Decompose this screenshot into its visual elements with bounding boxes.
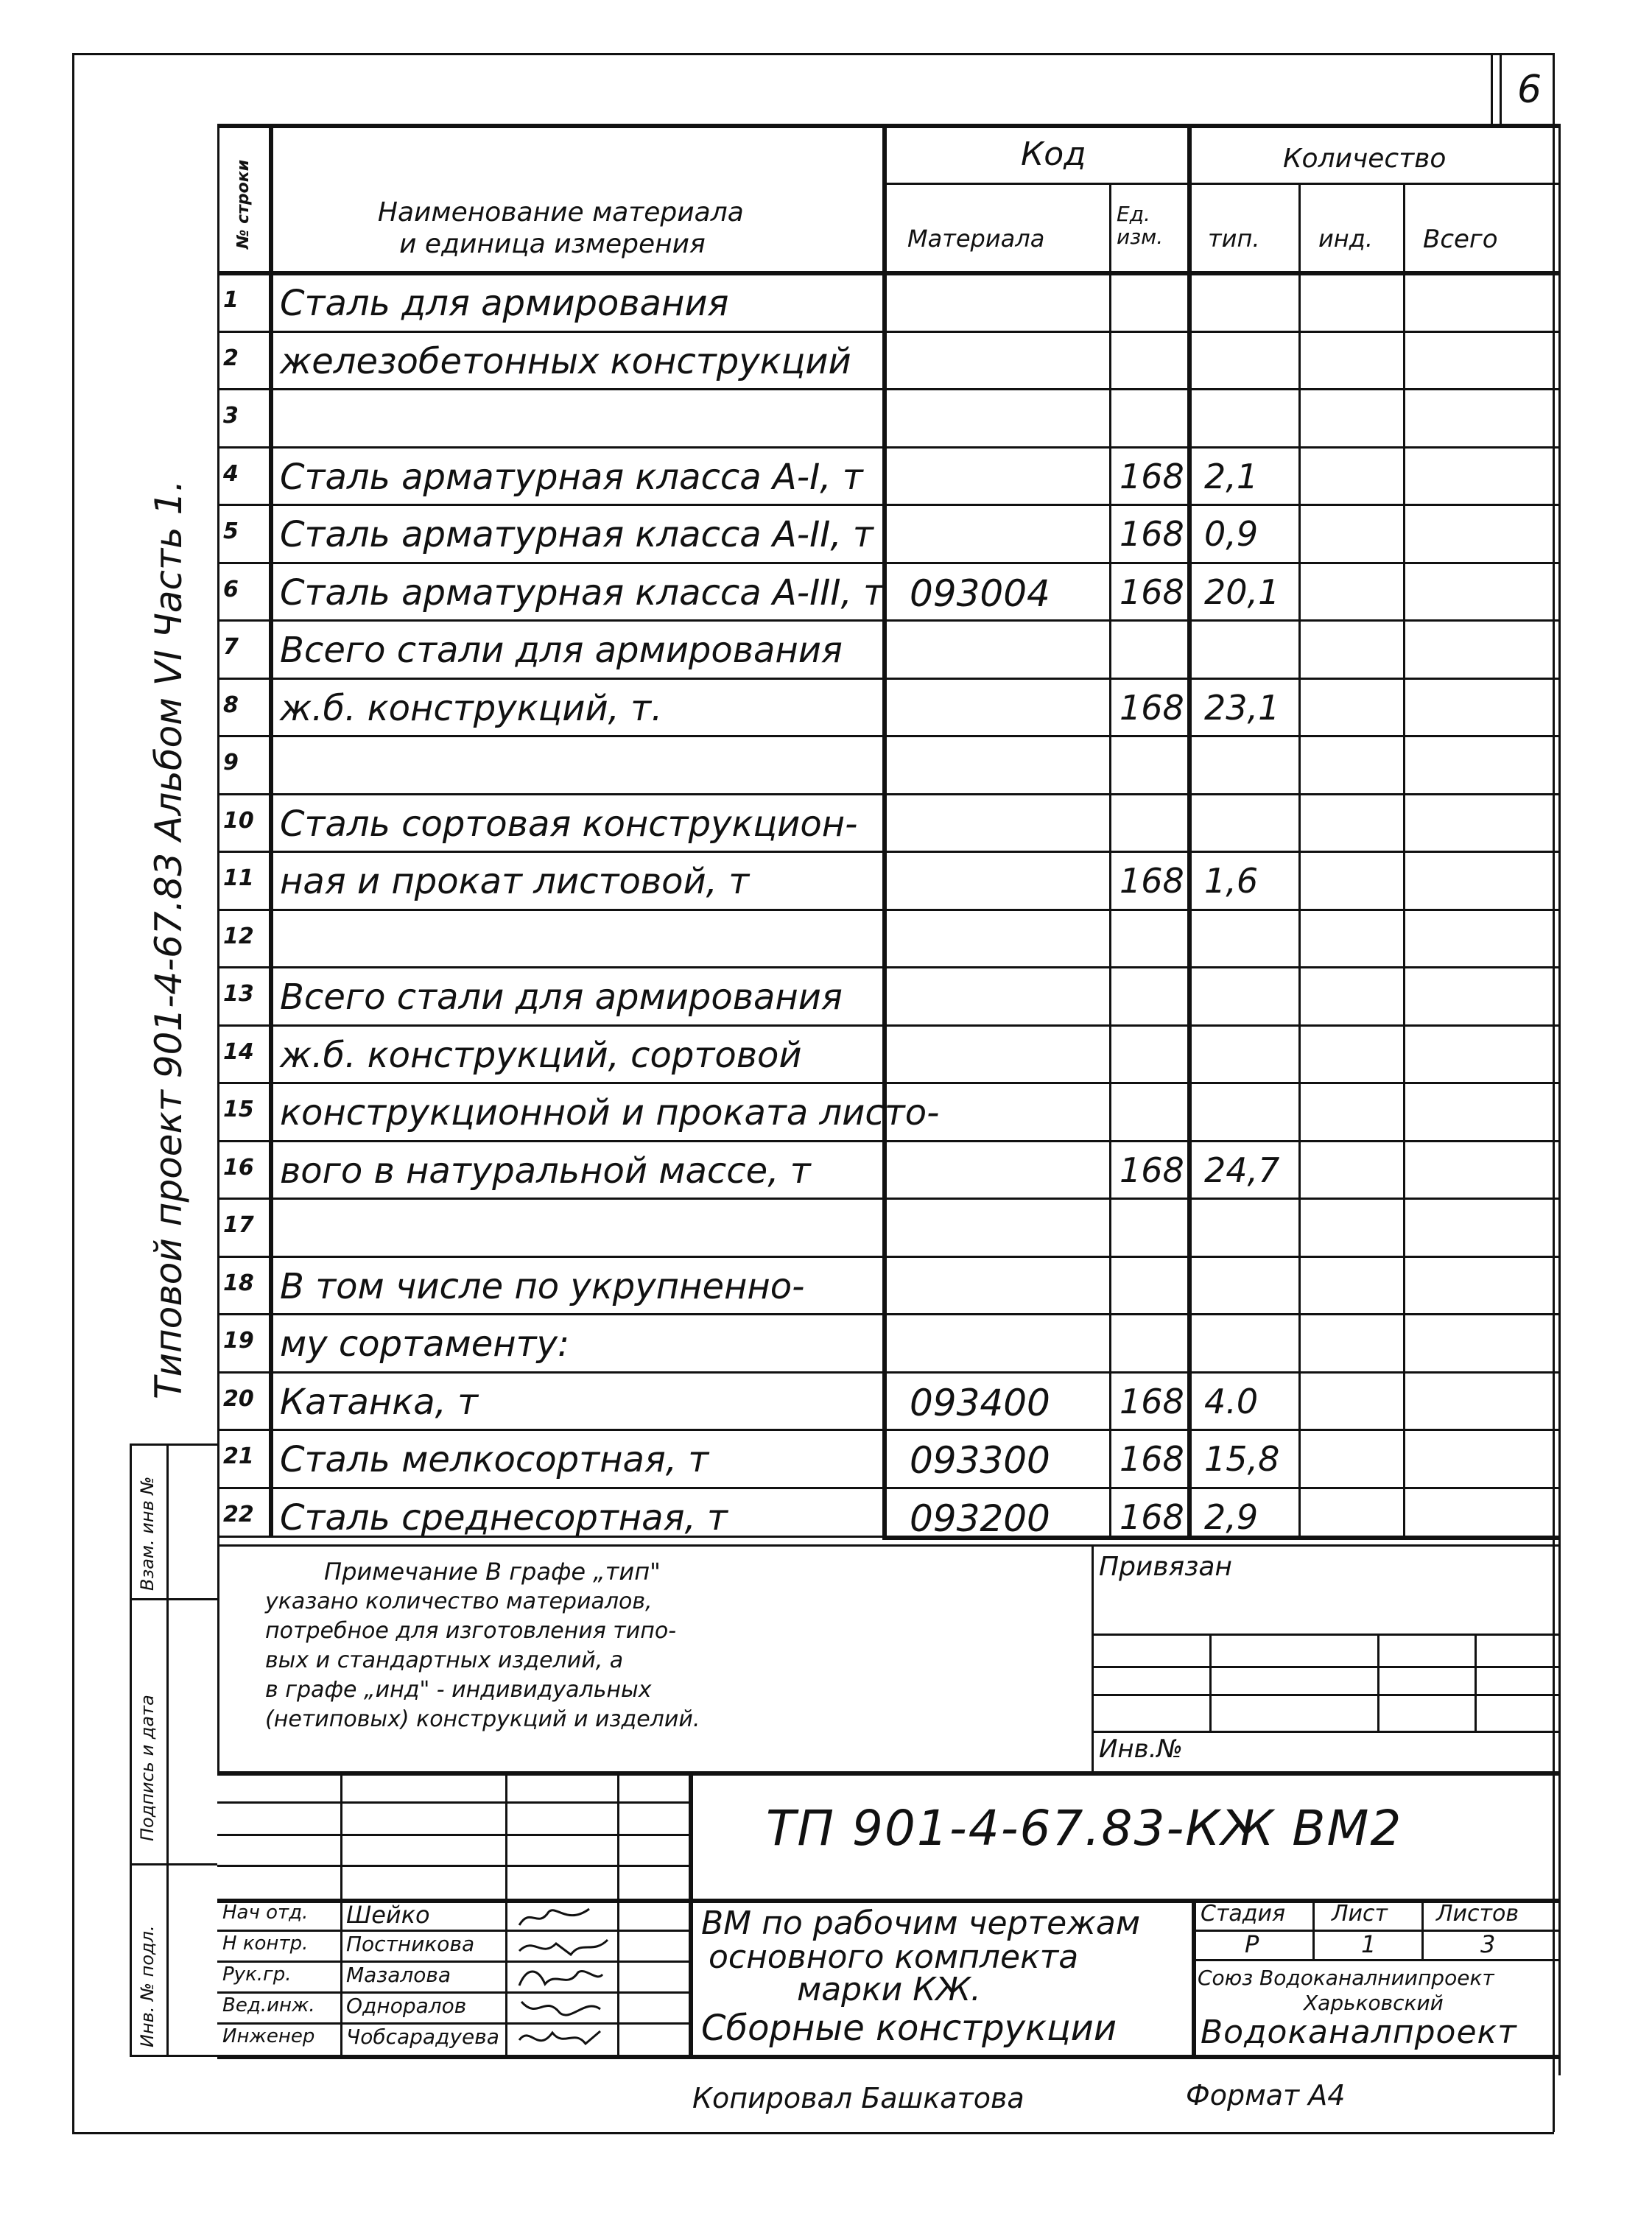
description-line: ВМ по рабочим чертежам <box>701 1905 1141 1942</box>
signature-1-mark <box>516 1903 597 1931</box>
stage-value: Р <box>1245 1930 1259 1958</box>
table-row <box>217 1082 1558 1142</box>
header-material: Материала <box>907 225 1045 253</box>
role-person: Одноралов <box>346 1994 467 2018</box>
tb-v-sheets <box>1421 1899 1424 1959</box>
table-row <box>217 851 1558 911</box>
row-number: 12 <box>223 923 254 949</box>
binding-inv-label: Инв.№ <box>1099 1734 1183 1764</box>
note-title: Примечание В графе „тип" <box>324 1558 661 1586</box>
document-code: ТП 901-4-67.83-КЖ ВМ2 <box>766 1800 1403 1857</box>
table-row <box>217 1140 1558 1200</box>
row-unit: 168 <box>1120 1439 1184 1479</box>
sheet-label: Лист <box>1332 1901 1388 1927</box>
page-number: 6 <box>1517 68 1542 112</box>
row-unit: 168 <box>1120 1381 1184 1421</box>
row-name: ная и прокат листовой, т <box>280 861 750 902</box>
table-row <box>217 966 1558 1027</box>
binding-line-4 <box>1092 1731 1558 1733</box>
row-type-qty: 20,1 <box>1204 572 1280 612</box>
signature-3-mark <box>516 1963 604 1991</box>
row-type-qty: 2,1 <box>1204 456 1259 496</box>
titleblock-bottom <box>217 2055 1558 2059</box>
role-label: Н контр. <box>222 1933 309 1955</box>
signature-3 <box>516 1963 604 1991</box>
note-line: потребное для изготовления типо- <box>265 1618 677 1644</box>
binding-line-1 <box>1092 1634 1558 1636</box>
role-person: Мазалова <box>346 1963 451 1987</box>
row-name: Всего стали для армирования <box>280 630 843 671</box>
org-line-2: Харьковский <box>1304 1991 1444 2015</box>
header-unit <box>1117 203 1175 249</box>
description-line: Сборные конструкции <box>701 2008 1117 2049</box>
page-number-divider-2 <box>1500 53 1502 127</box>
binding-left <box>1092 1545 1094 1773</box>
row-type-qty: 2,9 <box>1204 1497 1259 1537</box>
sheets-value: 3 <box>1480 1930 1496 1958</box>
frame-left <box>72 53 74 2132</box>
row-name: Сталь мелкосортная, т <box>280 1439 709 1480</box>
header-individual: инд. <box>1318 225 1374 253</box>
row-unit: 168 <box>1120 1150 1184 1190</box>
binding-v1 <box>1209 1634 1212 1731</box>
row-name: Сталь арматурная класса А-III, т <box>280 572 885 613</box>
row-name: Сталь арматурная класса А-I, т <box>280 456 863 498</box>
row-material-code: 093400 <box>910 1381 1050 1424</box>
signature-5-mark <box>516 2025 604 2053</box>
stamp-inv-replace: Взам. инв № <box>137 1476 158 1591</box>
stamp-col-right <box>166 1443 169 2055</box>
copied-by: Копировал Башкатова <box>692 2082 1024 2114</box>
stamp-top <box>130 1443 217 1446</box>
table-row <box>217 331 1558 391</box>
row-name: вого в натуральной массе, т <box>280 1150 811 1192</box>
row-number: 19 <box>223 1328 254 1354</box>
sheet-value: 1 <box>1361 1930 1377 1958</box>
row-number: 10 <box>223 807 254 834</box>
row-number: 14 <box>223 1038 254 1065</box>
table-row <box>217 619 1558 680</box>
row-number: 4 <box>223 460 239 487</box>
header-name <box>361 165 744 261</box>
row-number: 16 <box>223 1154 254 1181</box>
header-unit-text: Ед. изм. <box>1117 202 1164 249</box>
row-name: Всего стали для армирования <box>280 977 843 1018</box>
row-unit: 168 <box>1120 687 1184 728</box>
signature-1 <box>516 1903 597 1931</box>
row-unit: 168 <box>1120 514 1184 554</box>
row-number: 2 <box>223 345 239 371</box>
table-row <box>217 388 1558 449</box>
table-row <box>217 909 1558 969</box>
sheets-label: Листов <box>1436 1901 1519 1927</box>
table-row <box>217 446 1558 507</box>
header-code: Код <box>1021 136 1086 173</box>
role-person: Шейко <box>346 1901 430 1929</box>
row-name: Сталь среднесортная, т <box>280 1497 728 1538</box>
row-number: 7 <box>223 634 239 660</box>
row-name: ж.б. конструкций, т. <box>280 687 663 729</box>
row-number: 15 <box>223 1097 254 1122</box>
table-row <box>217 1313 1558 1374</box>
table-body-bottom-left <box>217 1536 882 1538</box>
tb-v-stage <box>1192 1899 1196 2055</box>
table-row <box>217 1198 1558 1258</box>
row-unit: 168 <box>1120 861 1184 901</box>
table-row <box>217 272 1558 333</box>
row-material-code: 093300 <box>910 1439 1050 1482</box>
format-label: Формат А4 <box>1186 2079 1346 2111</box>
header-total: Всего <box>1423 225 1498 254</box>
binding-line-2 <box>1092 1666 1558 1668</box>
stage-label: Стадия <box>1201 1901 1286 1927</box>
note-line: указано количество материалов, <box>265 1589 653 1614</box>
description-line: основного комплекта <box>709 1938 1079 1976</box>
header-row-no: № строки <box>234 159 253 249</box>
table-row <box>217 1371 1558 1432</box>
description-line: марки КЖ. <box>797 1971 981 2008</box>
row-number: 6 <box>223 576 239 602</box>
row-name: Катанка, т <box>280 1381 479 1423</box>
row-type-qty: 1,6 <box>1204 861 1259 901</box>
stamp-col-left <box>130 1443 132 2055</box>
role-label: Инженер <box>222 2025 315 2047</box>
header-quantity: Количество <box>1283 144 1447 174</box>
role-person: Постникова <box>346 1932 475 1956</box>
binding-v2 <box>1377 1634 1379 1731</box>
signature-4-mark <box>516 1994 604 2022</box>
table-row <box>217 678 1558 738</box>
row-number: 13 <box>223 981 254 1007</box>
row-material-code: 093200 <box>910 1497 1050 1540</box>
tb-v-sign <box>617 1771 619 2055</box>
header-name-text: Наименование материала и единица измерения <box>377 197 744 260</box>
row-number: 8 <box>223 692 239 718</box>
tb-v-desc <box>689 1771 693 2055</box>
project-side-label: Типовой проект 901-4-67.83 Альбом VI Часть 1. <box>147 479 190 1399</box>
page-number-divider <box>1491 53 1493 127</box>
row-type-qty: 24,7 <box>1204 1150 1280 1190</box>
row-type-qty: 23,1 <box>1204 687 1280 728</box>
header-subline <box>882 183 1558 185</box>
table-row <box>217 1024 1558 1085</box>
stamp-bottom <box>130 2055 217 2057</box>
row-name: В том числе по укрупненно- <box>280 1265 805 1307</box>
org-line-3: Водоканалпроект <box>1201 2014 1517 2051</box>
row-unit: 168 <box>1120 456 1184 496</box>
note-line: (нетиповых) конструкций и изделий. <box>265 1706 700 1732</box>
table-top <box>217 124 1558 128</box>
frame-top <box>72 53 1554 55</box>
stamp-line-1 <box>130 1598 217 1600</box>
signature-4 <box>516 1994 604 2022</box>
tb-v-role <box>340 1771 342 2055</box>
role-person: Чобсарадуева <box>346 2025 499 2049</box>
row-name: Сталь для армирования <box>280 283 729 324</box>
row-material-code: 093004 <box>910 572 1050 615</box>
row-number: 18 <box>223 1270 254 1296</box>
tb-stage-line-2 <box>1192 1959 1558 1961</box>
signature-2 <box>516 1933 611 1960</box>
binding-v3 <box>1475 1634 1477 1731</box>
row-name: ж.б. конструкций, сортовой <box>280 1034 802 1076</box>
signature-5 <box>516 2025 604 2053</box>
row-number: 22 <box>223 1501 254 1527</box>
role-label: Нач отд. <box>222 1902 309 1924</box>
table-row <box>217 1429 1558 1489</box>
table-row <box>217 735 1558 795</box>
row-number: 17 <box>223 1212 254 1238</box>
row-number: 20 <box>223 1385 254 1412</box>
row-type-qty: 15,8 <box>1204 1439 1280 1479</box>
tb-v-name <box>505 1771 507 2055</box>
titleblock-top <box>217 1771 1558 1776</box>
stamp-inv-orig: Инв. № подл. <box>137 1925 158 2047</box>
org-line-1: Союз Водоканалниипроект <box>1198 1966 1494 1990</box>
table-row <box>217 504 1558 564</box>
row-number: 1 <box>223 287 239 313</box>
row-name: конструкционной и проката листо- <box>280 1092 940 1133</box>
binding-label: Привязан <box>1099 1552 1232 1582</box>
table-row <box>217 562 1558 622</box>
row-unit: 168 <box>1120 572 1184 612</box>
row-unit: 168 <box>1120 1497 1184 1537</box>
binding-line-3 <box>1092 1694 1558 1696</box>
table-right <box>1558 124 1561 2075</box>
table-row <box>217 793 1558 854</box>
row-name: Сталь сортовая конструкцион- <box>280 803 858 845</box>
signature-2-mark <box>516 1933 611 1960</box>
row-number: 3 <box>223 403 239 429</box>
table-row <box>217 1256 1558 1316</box>
note-line: в графе „инд" - индивидуальных <box>265 1677 652 1703</box>
note-line: вых и стандартных изделий, а <box>265 1647 624 1673</box>
row-type-qty: 4.0 <box>1204 1381 1259 1421</box>
row-name: му сортаменту: <box>280 1323 570 1365</box>
row-number: 11 <box>223 865 254 891</box>
role-label: Вед.инж. <box>222 1994 315 2016</box>
header-type: тип. <box>1208 225 1260 253</box>
row-name: Сталь арматурная класса А-II, т <box>280 514 874 555</box>
row-name: железобетонных конструкций <box>280 340 851 382</box>
row-number: 5 <box>223 518 239 544</box>
tb-v-sheet <box>1312 1899 1315 1959</box>
stamp-line-2 <box>130 1863 217 1865</box>
row-number: 9 <box>223 750 239 776</box>
frame-bottom <box>72 2132 1554 2134</box>
row-type-qty: 0,9 <box>1204 514 1259 554</box>
row-number: 21 <box>223 1443 254 1469</box>
stamp-sign-date: Подпись и дата <box>137 1695 158 1841</box>
role-label: Рук.гр. <box>222 1963 292 1986</box>
table-body-bottom <box>882 1536 1558 1540</box>
